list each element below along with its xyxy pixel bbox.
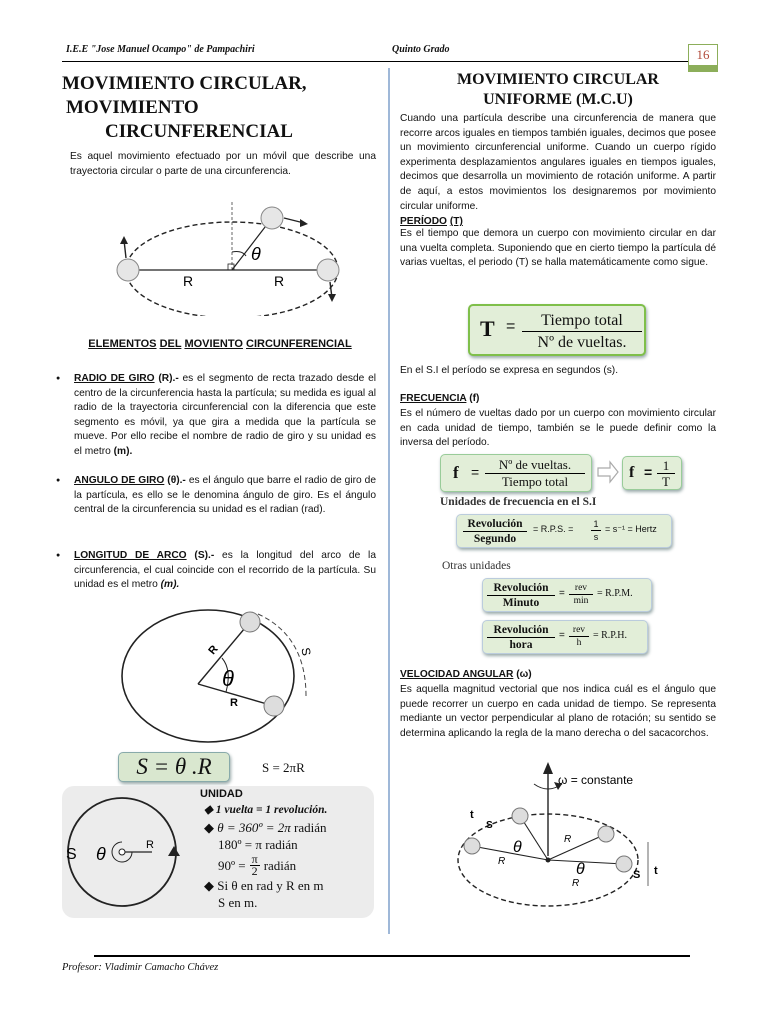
circular-motion-figure xyxy=(108,198,360,316)
radius-label: R xyxy=(206,643,221,658)
arc-length-figure xyxy=(110,596,332,744)
arc-label: S xyxy=(486,820,493,831)
arc-label: S xyxy=(298,646,314,657)
radius-label: R xyxy=(183,273,194,289)
period-formula: T = Tiempo total Nº de vueltas. xyxy=(468,304,646,356)
angular-velocity-heading: VELOCIDAD ANGULAR (ω) xyxy=(400,669,532,680)
page-header xyxy=(66,44,688,62)
radius-label: R xyxy=(564,834,572,845)
frequency-inverse-formula: f = 1 T xyxy=(622,456,682,490)
theta-label: θ xyxy=(96,844,106,864)
unit-circle-figure xyxy=(62,786,192,918)
radius-label: R xyxy=(230,697,238,709)
omega-label: ω = constante xyxy=(558,773,634,787)
arc-label: S xyxy=(66,846,77,863)
particle-top xyxy=(261,207,308,229)
unit-title: UNIDAD xyxy=(200,788,243,800)
theta-label: θ xyxy=(251,244,261,264)
page-title: MOVIMIENTO CIRCULAR, MOVIMIENTO CIRCUNFERENCIAL xyxy=(62,73,307,142)
arc-length-formula: S = θ .R xyxy=(118,752,230,782)
footer-rule xyxy=(94,955,690,957)
circumference-formula: S = 2πR xyxy=(262,760,305,775)
bullet-radio: ● RADIO DE GIRO (R).- es el segmento de recta trazado desde el centro de la circunferencia hasta la partícula; su medida es igual al radio de la trayectoria circunferencial con la diferencia que este segmento es móvil, ya que gira a medida que la partícula se mueve. Por ello recibe el nombre de radio de giro y su unidad es el metro (m). xyxy=(60,372,376,460)
rpm-unit-box: Revolución Minuto = rev min = R.P.M. xyxy=(482,578,652,612)
radius-label: R xyxy=(146,839,154,851)
school-name: I.E.E "Jose Manuel Ocampo" de Pampachiri xyxy=(66,44,255,55)
intro-paragraph: Es aquel movimiento efectuado por un móvil que describe una trayectoria circular o parte de una circunferencia. xyxy=(70,151,376,177)
frequency-formula: f = Nº de vueltas. Tiempo total xyxy=(440,454,592,492)
mcu-intro: Cuando una partícula describe una circunferencia de manera que recorre arcos iguales en tiempos también iguales, decimos que posee un movimiento circunferencial uniforme. Cuando un cuerpo rígido experimenta desplazamientos angulares iguales en tiempos iguales, decimos que desarrolla un movimiento de rotación uniforme. A partir de aquí, a estos movimientos los designaremos por movimiento circular uniforme. xyxy=(400,113,716,212)
angular-velocity-paragraph: Es aquella magnitud vectorial que nos indica cuál es el ángulo que puede recorrer un cuerpo en cada unidad de tiempo. Se representa mediante un vector perpendicular al plano de rotación; su sentido se determina aplicando la regla de la mano derecha o del sacacorchos. xyxy=(400,684,716,739)
frequency-units-title: Unidades de frecuencia en el S.I xyxy=(440,496,597,508)
left-column xyxy=(60,68,380,179)
theta-label: θ xyxy=(513,839,522,856)
elements-heading: ELEMENTOS DEL MOVIENTO CIRCUNFERENCIAL xyxy=(88,338,352,350)
page-number: 16 xyxy=(688,44,718,66)
bullet-angulo: ● ANGULO DE GIRO (θ).- es el ángulo que barre el radio de giro de la partícula, es ello se le denomina ángulo de giro. Es el ángulo central de la circunferencia su unidad es el radian (rad). xyxy=(60,474,376,518)
footer-teacher: Profesor: Vladimir Camacho Chávez xyxy=(62,962,219,973)
frequency-paragraph: Es el número de vueltas dado por un cuerpo con movimiento circular en cada unidad de tiempo, también se le puede definir como la inversa del período. xyxy=(400,408,716,449)
period-heading: PERÍODO (T) xyxy=(400,216,463,228)
rps-unit-box: Revolución Segundo = R.P.S. = 1 s = s⁻¹ = Hertz xyxy=(456,514,672,548)
radius-label: R xyxy=(572,878,580,889)
other-units-title: Otras unidades xyxy=(442,560,511,572)
frequency-heading: FRECUENCIA (f) xyxy=(400,393,480,404)
grade-label: Quinto Grado xyxy=(392,44,450,55)
right-column xyxy=(400,68,716,271)
unit-box xyxy=(62,786,374,918)
period-paragraph: Es el tiempo que demora un cuerpo con movimiento circular en dar una vuelta completa. Suponiendo que en cierto tiempo la partícula dé varias vueltas, el periodo (T) se halla matemáticamente como sigue. xyxy=(400,228,716,269)
bullet-longitud: ● LONGITUD DE ARCO (S).- es la longitud del arco de la circunferencia, el cual coincide con el recorrido de la partícula. Su unidad es el metro (m). xyxy=(60,549,376,593)
arrow-right-icon xyxy=(596,460,620,484)
column-divider xyxy=(388,68,390,934)
header-rule xyxy=(62,61,688,62)
time-label: t xyxy=(654,865,658,877)
particle-left xyxy=(117,236,139,281)
unit-list: ◆ 1 vuelta = 1 revolución. ◆ θ = 360º = 2π radián 180º = π radián 90º = $\frac{\pi}{2}$ radián ◆ Si θ en rad y R en m S en m. xyxy=(204,804,328,910)
theta-label: θ xyxy=(222,666,234,691)
mcu-title: MOVIMIENTO CIRCULAR UNIFORME (M.C.U) xyxy=(457,71,659,108)
arc-label: S xyxy=(633,869,641,881)
radius-label: R xyxy=(498,856,506,867)
si-period-note: En el S.I el período se expresa en segundos (s). xyxy=(400,365,619,376)
theta-label: θ xyxy=(576,861,585,878)
radius-label: R xyxy=(274,273,285,289)
rph-unit-box: Revolución hora = rev h = R.P.H. xyxy=(482,620,648,654)
angular-velocity-figure xyxy=(450,756,690,936)
time-label: t xyxy=(470,809,474,821)
